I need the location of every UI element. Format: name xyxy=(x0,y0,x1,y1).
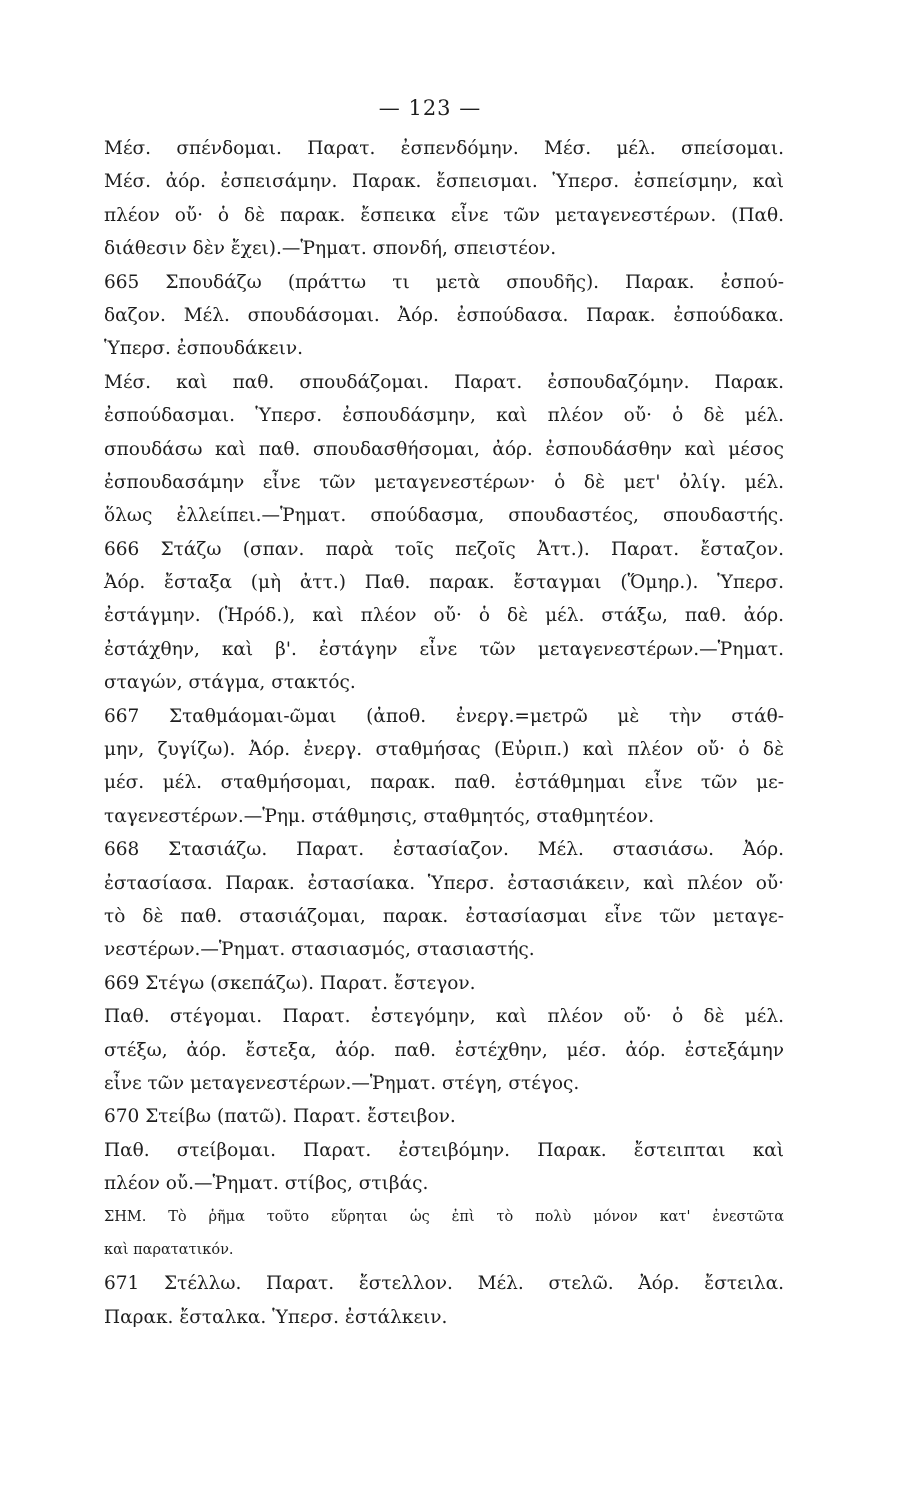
text-line: ὅλως ἐλλείπει.—Ῥηματ. σπούδασμα, σπουδαστέος, σπουδαστής. xyxy=(104,505,784,527)
text-line: νεστέρων.—Ῥηματ. στασιασμός, στασιαστής. xyxy=(104,939,535,961)
text-line: 671 Στέλλω. Παρατ. ἔστελλον. Μέλ. στελῶ. Ἀόρ. ἔστειλα. xyxy=(104,1273,784,1295)
text-line: πλέον οὔ.—Ῥηματ. στίβος, στιβάς. xyxy=(104,1173,429,1195)
text-line: ταγενεστέρων.—Ῥημ. στάθμησις, σταθμητός, σταθμητέον. xyxy=(104,805,655,827)
page-number: — 123 — xyxy=(378,96,482,120)
text-line: μέσ. μέλ. σταθμήσομαι, παρακ. παθ. ἐστάθμημαι εἶνε τῶν με- xyxy=(104,772,784,794)
text-line: 665 Σπουδάζω (πράττω τι μετὰ σπουδῆς). Παρακ. ἐσπού- xyxy=(104,271,784,293)
text-line: μην, ζυγίζω). Ἀόρ. ἐνεργ. σταθμήσας (Εὐριπ.) καὶ πλέον οὔ· ὁ δὲ xyxy=(104,739,784,761)
text-line: τὸ δὲ παθ. στασιάζομαι, παρακ. ἐστασίασμαι εἶνε τῶν μεταγε- xyxy=(104,905,784,927)
text-line: 667 Σταθμάομαι-ῶμαι (ἀποθ. ἐνεργ.=μετρῶ μὲ τὴν στάθ- xyxy=(104,705,784,727)
text-line: Ὑπερσ. ἐσπουδάκειν. xyxy=(104,338,304,360)
text-line: Μέσ. σπένδομαι. Παρατ. ἐσπενδόμην. Μέσ. μέλ. σπείσομαι. xyxy=(104,138,784,159)
text-line: Παρακ. ἔσταλκα. Ὑπερσ. ἐστάλκειν. xyxy=(104,1306,448,1328)
text-line: 666 Στάζω (σπαν. παρὰ τοῖς πεζοῖς Ἀττ.). Παρατ. ἔσταζον. xyxy=(104,538,784,560)
text-line: δαζον. Μέλ. σπουδάσομαι. Ἀόρ. ἐσπούδασα. Παρακ. ἐσπούδακα. xyxy=(104,304,784,326)
text-line: εἶνε τῶν μεταγενεστέρων.—Ῥηματ. στέγη, στέγος. xyxy=(104,1072,580,1094)
text-line: 669 Στέγω (σκεπάζω). Παρατ. ἔστεγον. xyxy=(104,972,476,994)
text-line: πλέον οὔ· ὁ δὲ παρακ. ἔσπεικα εἶνε τῶν μεταγενεστέρων. (Παθ. xyxy=(104,204,784,226)
text-line: Ἀόρ. ἔσταξα (μὴ ἀττ.) Παθ. παρακ. ἔσταγμαι (Ὅμηρ.). Ὑπερσ. xyxy=(104,572,784,594)
page-body-text xyxy=(104,132,784,1334)
text-line: ἐστάγμην. (Ἡρόδ.), καὶ πλέον οὔ· ὁ δὲ μέλ. στάξω, παθ. ἀόρ. xyxy=(104,605,784,627)
text-line: 668 Στασιάζω. Παρατ. ἐστασίαζον. Μέλ. στασιάσω. Ἀόρ. xyxy=(104,839,784,861)
text-line: Μέσ. ἀόρ. ἐσπεισάμην. Παρακ. ἔσπεισμαι. Ὑπερσ. ἐσπείσμην, καὶ xyxy=(104,171,784,193)
text-line: Παθ. στέγομαι. Παρατ. ἐστεγόμην, καὶ πλέον οὔ· ὁ δὲ μέλ. xyxy=(104,1006,784,1028)
text-line: Μέσ. καὶ παθ. σπουδάζομαι. Παρατ. ἐσπουδαζόμην. Παρακ. xyxy=(104,371,784,393)
text-line: Παθ. στείβομαι. Παρατ. ἐστειβόμην. Παρακ. ἔστειπται καὶ xyxy=(104,1139,784,1161)
text-line: σταγών, στάγμα, στακτός. xyxy=(104,672,356,694)
text-line: ἐσπούδασμαι. Ὑπερσ. ἐσπουδάσμην, καὶ πλέον οὔ· ὁ δὲ μέλ. xyxy=(104,405,784,427)
text-line: 670 Στείβω (πατῶ). Παρατ. ἔστειβον. xyxy=(104,1106,456,1128)
text-line: διάθεσιν δὲν ἔχει).—Ῥηματ. σπονδή, σπειστέον. xyxy=(104,238,557,260)
text-line: σπουδάσω καὶ παθ. σπουδασθήσομαι, ἀόρ. ἐσπουδάσθην καὶ μέσος xyxy=(104,438,784,460)
text-line: ἐστασίασα. Παρακ. ἐστασίακα. Ὑπερσ. ἐστασιάκειν, καὶ πλέον οὔ· xyxy=(104,872,784,894)
text-line: ἐστάχθην, καὶ β'. ἐστάγην εἶνε τῶν μεταγενεστέρων.—Ῥηματ. xyxy=(104,638,784,660)
text-line: ἐσπουδασάμην εἶνε τῶν μεταγενεστέρων· ὁ δὲ μετ' ὀλίγ. μέλ. xyxy=(104,471,784,493)
note-line: καὶ παρατατικόν. xyxy=(104,1241,234,1258)
text-line: στέξω, ἀόρ. ἔστεξα, ἀόρ. παθ. ἐστέχθην, μέσ. ἀόρ. ἐστεξάμην xyxy=(104,1039,784,1061)
note-line: ΣΗΜ. Τὸ ῥῆμα τοῦτο εὕρηται ὡς ἐπὶ τὸ πολὺ μόνον κατ' ἐνεστῶτα xyxy=(104,1208,784,1225)
